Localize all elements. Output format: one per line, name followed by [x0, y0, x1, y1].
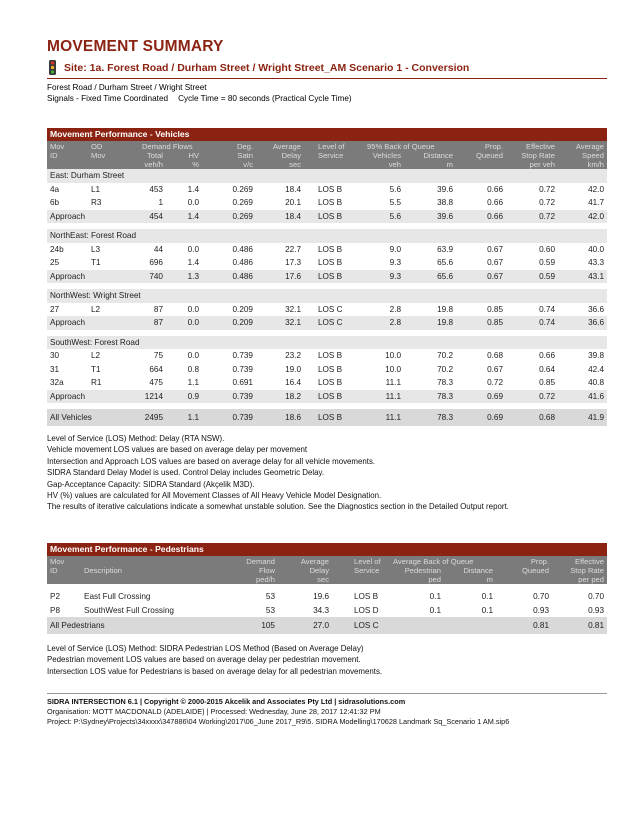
pedestrians-table-body	[47, 584, 607, 634]
footer-project-path: Project: P:\Sydney\Projects\34xxxx\347886\04 Working\2017\06_June 2017_R9\5. SIDRA Modelling\170628 Landmark Sq_Scenario 1 AM.sip6	[47, 717, 510, 726]
approach-group-header	[47, 336, 607, 350]
table-row	[47, 376, 607, 390]
ped-col-pedestrian: Pedestrian ped	[404, 566, 441, 584]
cell-hv: 0.8	[187, 364, 199, 374]
cell-queue-vehicles: 11.1	[385, 391, 401, 401]
signal-info	[47, 93, 352, 104]
cell-od-mov: L2	[91, 351, 101, 360]
cell-demand-flow: 105	[261, 621, 275, 630]
cell-stop-rate: 0.72	[539, 391, 555, 401]
cell-queue-vehicles: 11.1	[385, 413, 401, 422]
cell-mov-id: 25	[50, 258, 60, 267]
cell-prop-queued: 0.69	[487, 391, 503, 401]
cell-queue-vehicles: 10.0	[385, 351, 401, 360]
ped-col-description: Description	[84, 566, 122, 575]
cell-queue-vehicles: 5.5	[389, 198, 401, 207]
cell-stop-rate: 0.85	[539, 378, 555, 387]
cell-avg-delay: 17.6	[285, 271, 301, 281]
ped-col-avg-delay: Average Delay sec	[300, 557, 329, 584]
cell-stop-rate: 0.70	[588, 592, 604, 601]
cell-total: 2495	[144, 413, 163, 422]
cell-los: LOS B	[318, 271, 343, 281]
table-row	[47, 303, 607, 317]
ped-col-los: Level of Service	[354, 557, 381, 575]
cell-queue-distance: 78.3	[437, 413, 453, 422]
ped-col-distance: Distance m	[463, 566, 493, 584]
cell-prop-queued: 0.67	[487, 271, 503, 281]
col-demand-flows: Demand Flows	[142, 142, 193, 151]
cell-stop-rate: 0.66	[539, 351, 555, 360]
cell-hv: 0.0	[187, 198, 199, 207]
cell-queue-pedestrian: 0.1	[429, 605, 441, 615]
note-line: HV (%) values are calculated for All Movement Classes of All Heavy Vehicle Model Designation.	[47, 491, 382, 501]
cell-total: 1214	[144, 391, 163, 401]
cell-avg-delay: 16.4	[285, 378, 301, 387]
cell-total: 740	[149, 271, 163, 281]
cell-deg-satn: 0.739	[232, 413, 253, 422]
table-row	[47, 256, 607, 270]
cell-queue-distance: 78.3	[437, 391, 453, 401]
cell-hv: 1.4	[187, 258, 199, 267]
table-row	[47, 349, 607, 363]
cell-prop-queued: 0.66	[487, 184, 503, 194]
col-total: Total veh/h	[144, 151, 163, 169]
approach-group-header	[47, 229, 607, 243]
note-line: Intersection LOS value for Pedestrians is based on average delay for all pedestrian movements.	[47, 666, 383, 676]
cell-los: LOS B	[318, 184, 343, 194]
cell-queue-distance: 78.3	[437, 378, 453, 387]
cell-avg-speed: 36.6	[588, 304, 604, 314]
cell-deg-satn: 0.486	[232, 271, 253, 281]
col-los: Level of Service	[318, 142, 345, 160]
cell-hv: 0.0	[187, 244, 199, 254]
col-deg-satn: Deg. Satn v/c	[236, 142, 253, 169]
approach-group-header	[47, 169, 607, 183]
cell-od-mov: L1	[91, 184, 101, 194]
cell-mov-id: 30	[50, 351, 60, 360]
cell-hv: 1.4	[187, 211, 199, 221]
cell-queue-distance: 0.1	[481, 605, 493, 615]
approach-group-header	[47, 289, 607, 303]
cell-stop-rate: 0.64	[539, 364, 555, 374]
cell-total: 453	[149, 184, 163, 194]
pedestrians-table	[47, 543, 607, 634]
cell-avg-delay: 23.2	[285, 351, 301, 360]
pedestrians-table-header	[47, 556, 607, 584]
cell-hv: 0.0	[187, 304, 199, 314]
table-row	[47, 363, 607, 377]
cell-demand-flow: 53	[265, 605, 275, 615]
cell-mov-id: 32a	[50, 378, 64, 387]
vehicles-table-title: Movement Performance - Vehicles	[47, 128, 607, 141]
table-row	[47, 196, 607, 210]
cell-stop-rate: 0.59	[539, 271, 555, 281]
footer-organisation: Organisation: MOTT MACDONALD (ADELAIDE) | Processed: Wednesday, June 28, 2017 12:41:32 PM	[47, 707, 381, 716]
cell-total: 75	[153, 351, 163, 360]
cell-od-mov: T1	[91, 258, 101, 267]
cell-los: LOS B	[318, 244, 343, 254]
cell-hv: 1.4	[187, 184, 199, 194]
vehicles-table	[47, 128, 607, 426]
cell-queue-vehicles: 9.3	[389, 258, 401, 267]
page-title: MOVEMENT SUMMARY	[47, 38, 224, 55]
cell-stop-rate: 0.93	[588, 605, 604, 615]
cell-avg-delay: 32.1	[285, 318, 301, 327]
col-back-of-queue: 95% Back of Queue	[367, 142, 435, 151]
cell-queue-vehicles: 9.0	[389, 244, 401, 254]
ped-col-stop-rate: Effective Stop Rate per ped	[570, 557, 604, 584]
vehicles-table-header	[47, 141, 607, 169]
cell-deg-satn: 0.269	[232, 184, 253, 194]
vehicle-notes	[47, 433, 509, 513]
col-prop-queued: Prop. Queued	[475, 142, 503, 160]
cell-mov-id: Approach	[50, 391, 86, 401]
cell-avg-speed: 41.9	[588, 413, 604, 422]
cell-mov-id: Approach	[50, 271, 86, 281]
cell-mov-id: All Pedestrians	[50, 621, 105, 630]
cell-od-mov: R1	[91, 378, 102, 387]
cell-total: 454	[149, 211, 163, 221]
cell-total: 87	[153, 318, 163, 327]
cell-stop-rate: 0.72	[539, 211, 555, 221]
cell-avg-delay: 34.3	[313, 605, 329, 615]
cell-los: LOS B	[318, 364, 343, 374]
cell-description: SouthWest Full Crossing	[84, 605, 174, 615]
cell-stop-rate: 0.72	[539, 198, 555, 207]
cell-avg-speed: 42.0	[588, 184, 604, 194]
cell-avg-speed: 43.1	[588, 271, 604, 281]
all-vehicles-row	[47, 409, 607, 426]
cell-total: 1	[158, 198, 163, 207]
cell-stop-rate: 0.74	[539, 304, 555, 314]
cell-los: LOS C	[354, 621, 379, 630]
cell-od-mov: T1	[91, 364, 101, 374]
cell-deg-satn: 0.739	[232, 364, 253, 374]
vehicles-table-body	[47, 169, 607, 426]
cell-total: 44	[153, 244, 163, 254]
cell-los: LOS B	[318, 198, 343, 207]
cell-queue-distance: 70.2	[437, 364, 453, 374]
cell-description: East Full Crossing	[84, 592, 151, 601]
cell-stop-rate: 0.72	[539, 184, 555, 194]
cell-deg-satn: 0.739	[232, 391, 253, 401]
footer-copyright: SIDRA INTERSECTION 6.1 | Copyright © 2000-2015 Akcelik and Associates Pty Ltd | sidrasolutions.com	[47, 697, 406, 706]
cell-deg-satn: 0.739	[232, 351, 253, 360]
cell-avg-delay: 19.0	[285, 364, 301, 374]
cell-queue-vehicles: 9.3	[389, 271, 401, 281]
cell-queue-vehicles: 5.6	[389, 211, 401, 221]
cell-hv: 1.1	[187, 413, 199, 422]
approach-total-row	[47, 316, 607, 330]
ped-col-mov-id: Mov ID	[50, 557, 65, 575]
report-footer	[47, 693, 607, 727]
col-od-mov: OD Mov	[91, 142, 106, 160]
cell-mov-id: Approach	[50, 211, 86, 221]
cell-deg-satn: 0.269	[232, 211, 253, 221]
cell-queue-distance: 70.2	[437, 351, 453, 360]
site-roads: Forest Road / Durham Street / Wright Street	[47, 83, 207, 92]
note-line: The results of iterative calculations indicate a somewhat unstable solution. See the Diagnostics section in the Detailed Output report.	[47, 502, 509, 512]
cell-queue-distance: 38.8	[437, 198, 453, 207]
approach-total-row	[47, 270, 607, 284]
cell-los: LOS C	[318, 304, 343, 314]
cell-avg-speed: 40.8	[588, 378, 604, 387]
cell-prop-queued: 0.67	[487, 364, 503, 374]
cell-los: LOS B	[318, 413, 343, 422]
cell-los: LOS C	[318, 318, 343, 327]
cell-los: LOS B	[318, 211, 343, 221]
cell-queue-distance: 65.6	[437, 258, 453, 267]
cycle-time: Cycle Time = 80 seconds (Practical Cycle Time)	[178, 94, 352, 103]
cell-avg-delay: 27.0	[313, 621, 329, 630]
site-title: Site: 1a. Forest Road / Durham Street / Wright Street_AM Scenario 1 - Conversion	[64, 62, 470, 74]
cell-avg-speed: 39.8	[588, 351, 604, 360]
all-pedestrians-row	[47, 617, 607, 634]
cell-prop-queued: 0.72	[487, 378, 503, 387]
col-stop-rate: Effective Stop Rate per veh	[521, 142, 555, 169]
cell-od-mov: R3	[91, 198, 102, 207]
cell-od-mov: L2	[91, 304, 101, 314]
cell-queue-pedestrian: 0.1	[429, 592, 441, 601]
cell-deg-satn: 0.486	[232, 244, 253, 254]
cell-mov-id: 24b	[50, 244, 64, 254]
cell-stop-rate: 0.68	[539, 413, 555, 422]
cell-los: LOS B	[318, 391, 343, 401]
cell-prop-queued: 0.81	[533, 621, 549, 630]
cell-queue-distance: 63.9	[437, 244, 453, 254]
col-avg-speed: Average Speed km/h	[575, 142, 604, 169]
cell-queue-vehicles: 2.8	[389, 304, 401, 314]
cell-los: LOS B	[318, 351, 343, 360]
col-queue-distance: Distance m	[423, 151, 453, 169]
cell-avg-speed: 41.7	[588, 198, 604, 207]
cell-avg-delay: 18.2	[285, 391, 301, 401]
note-line: Gap-Acceptance Capacity: SIDRA Standard (Akçelik M3D).	[47, 479, 255, 489]
cell-los: LOS B	[318, 378, 343, 387]
cell-total: 664	[149, 364, 163, 374]
cell-hv: 0.9	[187, 391, 199, 401]
col-avg-delay: Average Delay sec	[272, 142, 301, 169]
cell-avg-delay: 19.6	[313, 592, 329, 601]
approach-total-row	[47, 390, 607, 404]
approach-name: East: Durham Street	[50, 171, 125, 180]
cell-los: LOS D	[354, 605, 379, 615]
cell-queue-vehicles: 11.1	[385, 378, 401, 387]
pedestrian-notes	[47, 643, 382, 677]
cell-deg-satn: 0.209	[232, 318, 253, 327]
table-row	[47, 243, 607, 257]
note-line: Level of Service (LOS) Method: Delay (RTA NSW).	[47, 434, 225, 443]
cell-avg-speed: 43.3	[588, 258, 604, 267]
approach-total-row	[47, 210, 607, 224]
site-details	[47, 82, 352, 104]
cell-stop-rate: 0.60	[539, 244, 555, 254]
cell-stop-rate: 0.59	[539, 258, 555, 267]
cell-queue-distance: 0.1	[481, 592, 493, 601]
cell-los: LOS B	[318, 258, 343, 267]
cell-od-mov: L3	[91, 244, 101, 254]
traffic-signal-icon	[49, 60, 56, 75]
site-heading	[47, 62, 607, 79]
cell-mov-id: 4a	[50, 184, 60, 194]
cell-prop-queued: 0.70	[533, 592, 549, 601]
approach-name: NorthEast: Forest Road	[50, 231, 137, 240]
cell-mov-id: 31	[50, 364, 60, 374]
cell-avg-delay: 18.4	[285, 184, 301, 194]
cell-prop-queued: 0.93	[533, 605, 549, 615]
cell-los: LOS B	[354, 592, 379, 601]
signals-type: Signals - Fixed Time Coordinated	[47, 94, 169, 103]
col-mov-id: Mov ID	[50, 142, 65, 160]
table-row	[47, 183, 607, 197]
cell-avg-speed: 42.4	[588, 364, 604, 374]
ped-col-prop-queued: Prop. Queued	[521, 557, 549, 575]
cell-queue-vehicles: 2.8	[389, 318, 401, 327]
cell-mov-id: P2	[50, 592, 61, 601]
cell-prop-queued: 0.66	[487, 198, 503, 207]
table-row	[47, 604, 607, 618]
cell-avg-speed: 40.0	[588, 244, 604, 254]
cell-prop-queued: 0.66	[487, 211, 503, 221]
pedestrians-table-title: Movement Performance - Pedestrians	[47, 543, 607, 556]
cell-avg-speed: 41.6	[588, 391, 604, 401]
cell-stop-rate: 0.74	[539, 318, 555, 327]
cell-hv: 1.1	[187, 378, 199, 387]
cell-queue-vehicles: 10.0	[385, 364, 401, 374]
ped-col-demand-flow: Demand Flow ped/h	[246, 557, 275, 584]
cell-demand-flow: 53	[265, 592, 275, 601]
cell-queue-distance: 39.6	[437, 211, 453, 221]
cell-hv: 1.3	[187, 271, 199, 281]
cell-prop-queued: 0.85	[487, 304, 503, 314]
cell-queue-distance: 65.6	[437, 271, 453, 281]
cell-deg-satn: 0.269	[232, 198, 253, 207]
cell-mov-id: Approach	[50, 318, 86, 327]
cell-total: 475	[149, 378, 163, 387]
note-line: Level of Service (LOS) Method: SIDRA Pedestrian LOS Method (Based on Average Delay)	[47, 644, 364, 653]
cell-queue-distance: 39.6	[437, 184, 453, 194]
cell-avg-delay: 17.3	[285, 258, 301, 267]
cell-prop-queued: 0.69	[487, 413, 503, 422]
cell-hv: 0.0	[187, 318, 199, 327]
cell-prop-queued: 0.67	[487, 258, 503, 267]
cell-avg-delay: 32.1	[285, 304, 301, 314]
ped-col-back-of-queue: Average Back of Queue	[393, 557, 474, 566]
cell-mov-id: 27	[50, 304, 60, 314]
cell-hv: 0.0	[187, 351, 199, 360]
cell-total: 87	[153, 304, 163, 314]
cell-deg-satn: 0.486	[232, 258, 253, 267]
note-line: Pedestrian movement LOS values are based on average delay per pedestrian movement.	[47, 655, 361, 665]
cell-deg-satn: 0.691	[232, 378, 253, 387]
cell-deg-satn: 0.209	[232, 304, 253, 314]
cell-mov-id: 6b	[50, 198, 60, 207]
col-queue-vehicles: Vehicles veh	[372, 151, 401, 169]
col-hv: HV %	[188, 151, 199, 169]
table-row	[47, 590, 607, 604]
cell-prop-queued: 0.67	[487, 244, 503, 254]
cell-avg-delay: 22.7	[285, 244, 301, 254]
cell-mov-id: All Vehicles	[50, 413, 92, 422]
cell-total: 696	[149, 258, 163, 267]
note-line: Intersection and Approach LOS values are based on average delay for all vehicle movements.	[47, 456, 376, 466]
cell-avg-speed: 42.0	[588, 211, 604, 221]
cell-prop-queued: 0.85	[487, 318, 503, 327]
cell-queue-distance: 19.8	[437, 304, 453, 314]
cell-avg-delay: 18.4	[285, 211, 301, 221]
cell-queue-distance: 19.8	[437, 318, 453, 327]
approach-name: SouthWest: Forest Road	[50, 337, 140, 347]
cell-stop-rate: 0.81	[588, 621, 604, 630]
approach-name: NorthWest: Wright Street	[50, 291, 141, 300]
cell-mov-id: P8	[50, 605, 61, 615]
note-line: SIDRA Standard Delay Model is used. Control Delay includes Geometric Delay.	[47, 468, 325, 478]
cell-avg-delay: 20.1	[285, 198, 301, 207]
cell-prop-queued: 0.68	[487, 351, 503, 360]
note-line: Vehicle movement LOS values are based on average delay per movement	[47, 445, 308, 455]
cell-queue-vehicles: 5.6	[389, 184, 401, 194]
cell-avg-delay: 18.6	[285, 413, 301, 422]
cell-avg-speed: 36.6	[588, 318, 604, 327]
